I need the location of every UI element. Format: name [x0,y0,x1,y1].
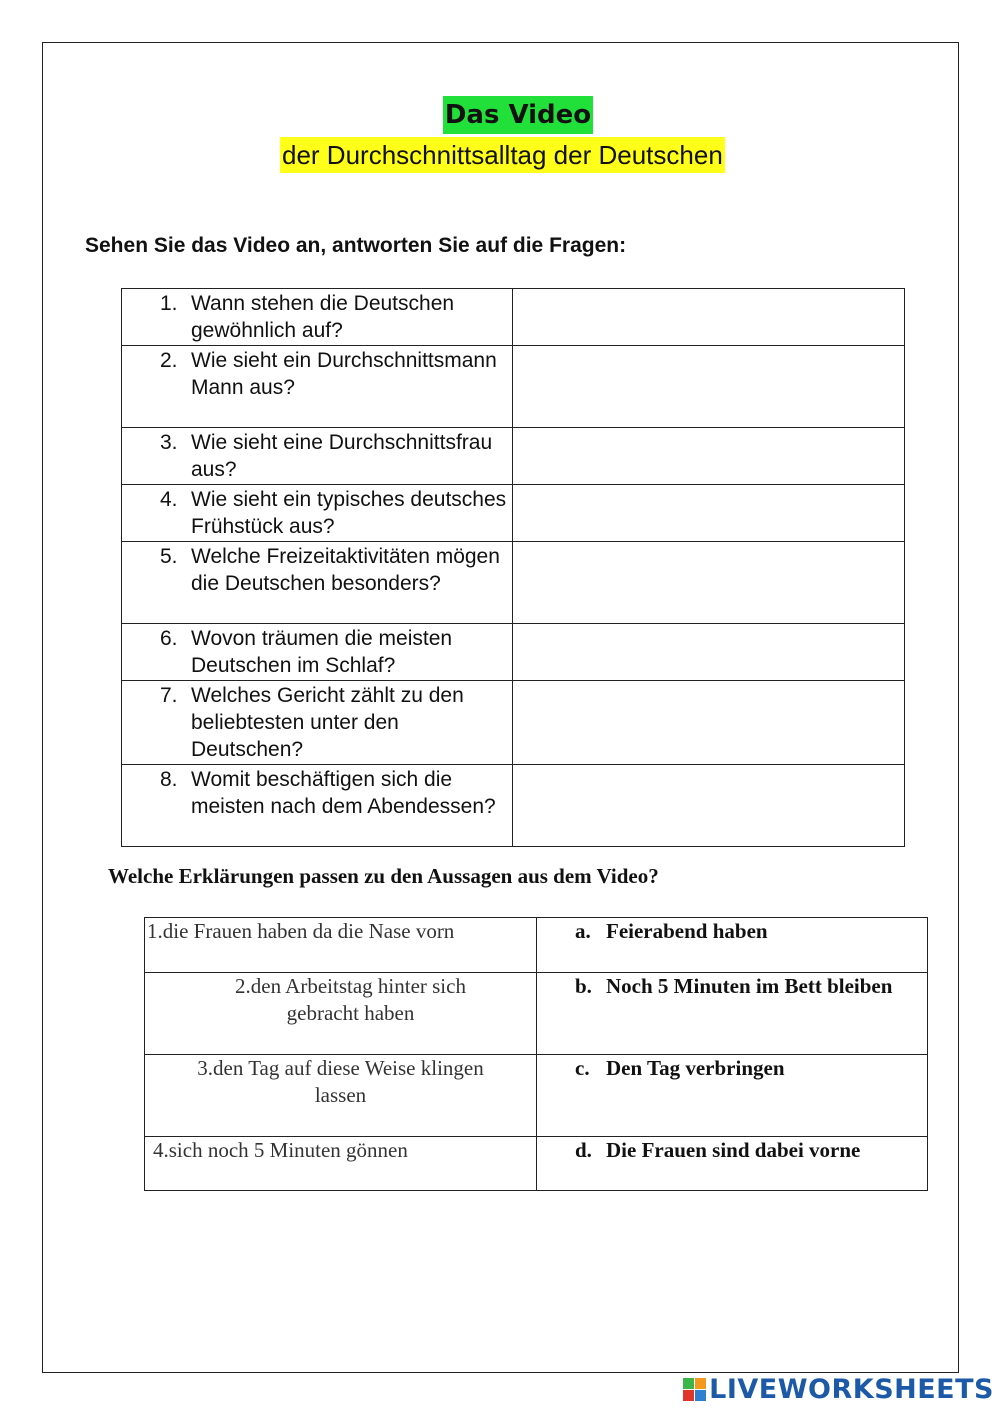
matching-heading: Welche Erklärungen passen zu den Aussagen aus dem Video? [108,864,659,888]
question-row [122,624,905,681]
question-cell [122,681,513,765]
explanation-letter: b. [575,974,592,998]
question-cell [122,289,513,346]
page-subtitle: der Durchschnittsalltag der Deutschen [280,137,725,173]
explanation-letter: a. [575,919,591,943]
statement-text[interactable]: 1.die Frauen haben da die Nase vorn [147,919,455,943]
questions-table [121,288,905,847]
question-text: Welche Freizeitaktivitäten mögen die Deutschen besonders? [191,545,500,595]
title-area [0,96,1000,134]
statement-cell [145,973,537,1055]
statement-text[interactable]: 4.sich noch 5 Minuten gönnen [153,1138,408,1162]
matching-table [144,917,928,1191]
brand-name: LIVEWORKSHEETS [709,1374,994,1405]
question-row [122,428,905,485]
question-number: 5. [160,545,178,568]
question-number: 2. [160,349,178,372]
statement-cell [145,1055,537,1137]
explanation-letter: c. [575,1056,590,1080]
question-cell [122,542,513,624]
question-cell [122,346,513,428]
explanation-text[interactable]: Die Frauen sind dabei vorne [606,1138,861,1162]
question-text: Wie sieht ein Durchschnittsmann Mann aus? [191,349,497,399]
statement-cell [145,1137,537,1191]
matching-row [145,1137,928,1191]
answer-field[interactable] [513,289,905,346]
answer-field[interactable] [513,765,905,847]
matching-row [145,1055,928,1137]
question-text: Womit beschäftigen sich die meisten nach dem Abendessen? [191,768,496,818]
question-text: Wie sieht eine Durchschnittsfrau aus? [191,431,493,481]
question-cell [122,765,513,847]
question-number: 7. [160,684,178,707]
question-row [122,542,905,624]
question-cell [122,485,513,542]
explanation-cell [537,918,928,973]
page-title: Das Video [443,96,593,134]
statement-cell [145,918,537,973]
answer-field[interactable] [513,542,905,624]
statement-text[interactable]: 3.den Tag auf diese Weise klingen lassen [197,1056,484,1107]
explanation-cell [537,1137,928,1191]
instruction-text: Sehen Sie das Video an, antworten Sie auf die Fragen: [85,234,627,257]
question-number: 1. [160,292,178,315]
question-number: 8. [160,768,178,791]
explanation-letter: d. [575,1138,592,1162]
question-number: 6. [160,627,178,650]
liveworksheets-brand[interactable] [683,1374,994,1405]
question-row [122,289,905,346]
question-number: 4. [160,488,178,511]
question-row [122,346,905,428]
liveworksheets-logo-icon [683,1378,706,1401]
question-row [122,681,905,765]
question-text: Wann stehen die Deutschen gewöhnlich auf? [191,292,455,342]
explanation-cell [537,1055,928,1137]
question-number: 3. [160,431,178,454]
explanation-cell [537,973,928,1055]
answer-field[interactable] [513,624,905,681]
question-text: Wovon träumen die meisten Deutschen im Schlaf? [191,627,453,677]
question-row [122,485,905,542]
statement-text[interactable]: 2.den Arbeitstag hinter sich gebracht haben [235,974,466,1025]
question-row [122,765,905,847]
explanation-text[interactable]: Den Tag verbringen [606,1056,785,1080]
matching-row [145,973,928,1055]
answer-field[interactable] [513,681,905,765]
matching-row [145,918,928,973]
explanation-text[interactable]: Feierabend haben [606,919,768,943]
question-text: Welches Gericht zählt zu den beliebtesten unter den Deutschen? [191,684,464,761]
question-cell [122,428,513,485]
question-cell [122,624,513,681]
answer-field[interactable] [513,346,905,428]
question-text: Wie sieht ein typisches deutsches Frühstück aus? [191,488,507,538]
answer-field[interactable] [513,428,905,485]
explanation-text[interactable]: Noch 5 Minuten im Bett bleiben [606,974,893,998]
answer-field[interactable] [513,485,905,542]
